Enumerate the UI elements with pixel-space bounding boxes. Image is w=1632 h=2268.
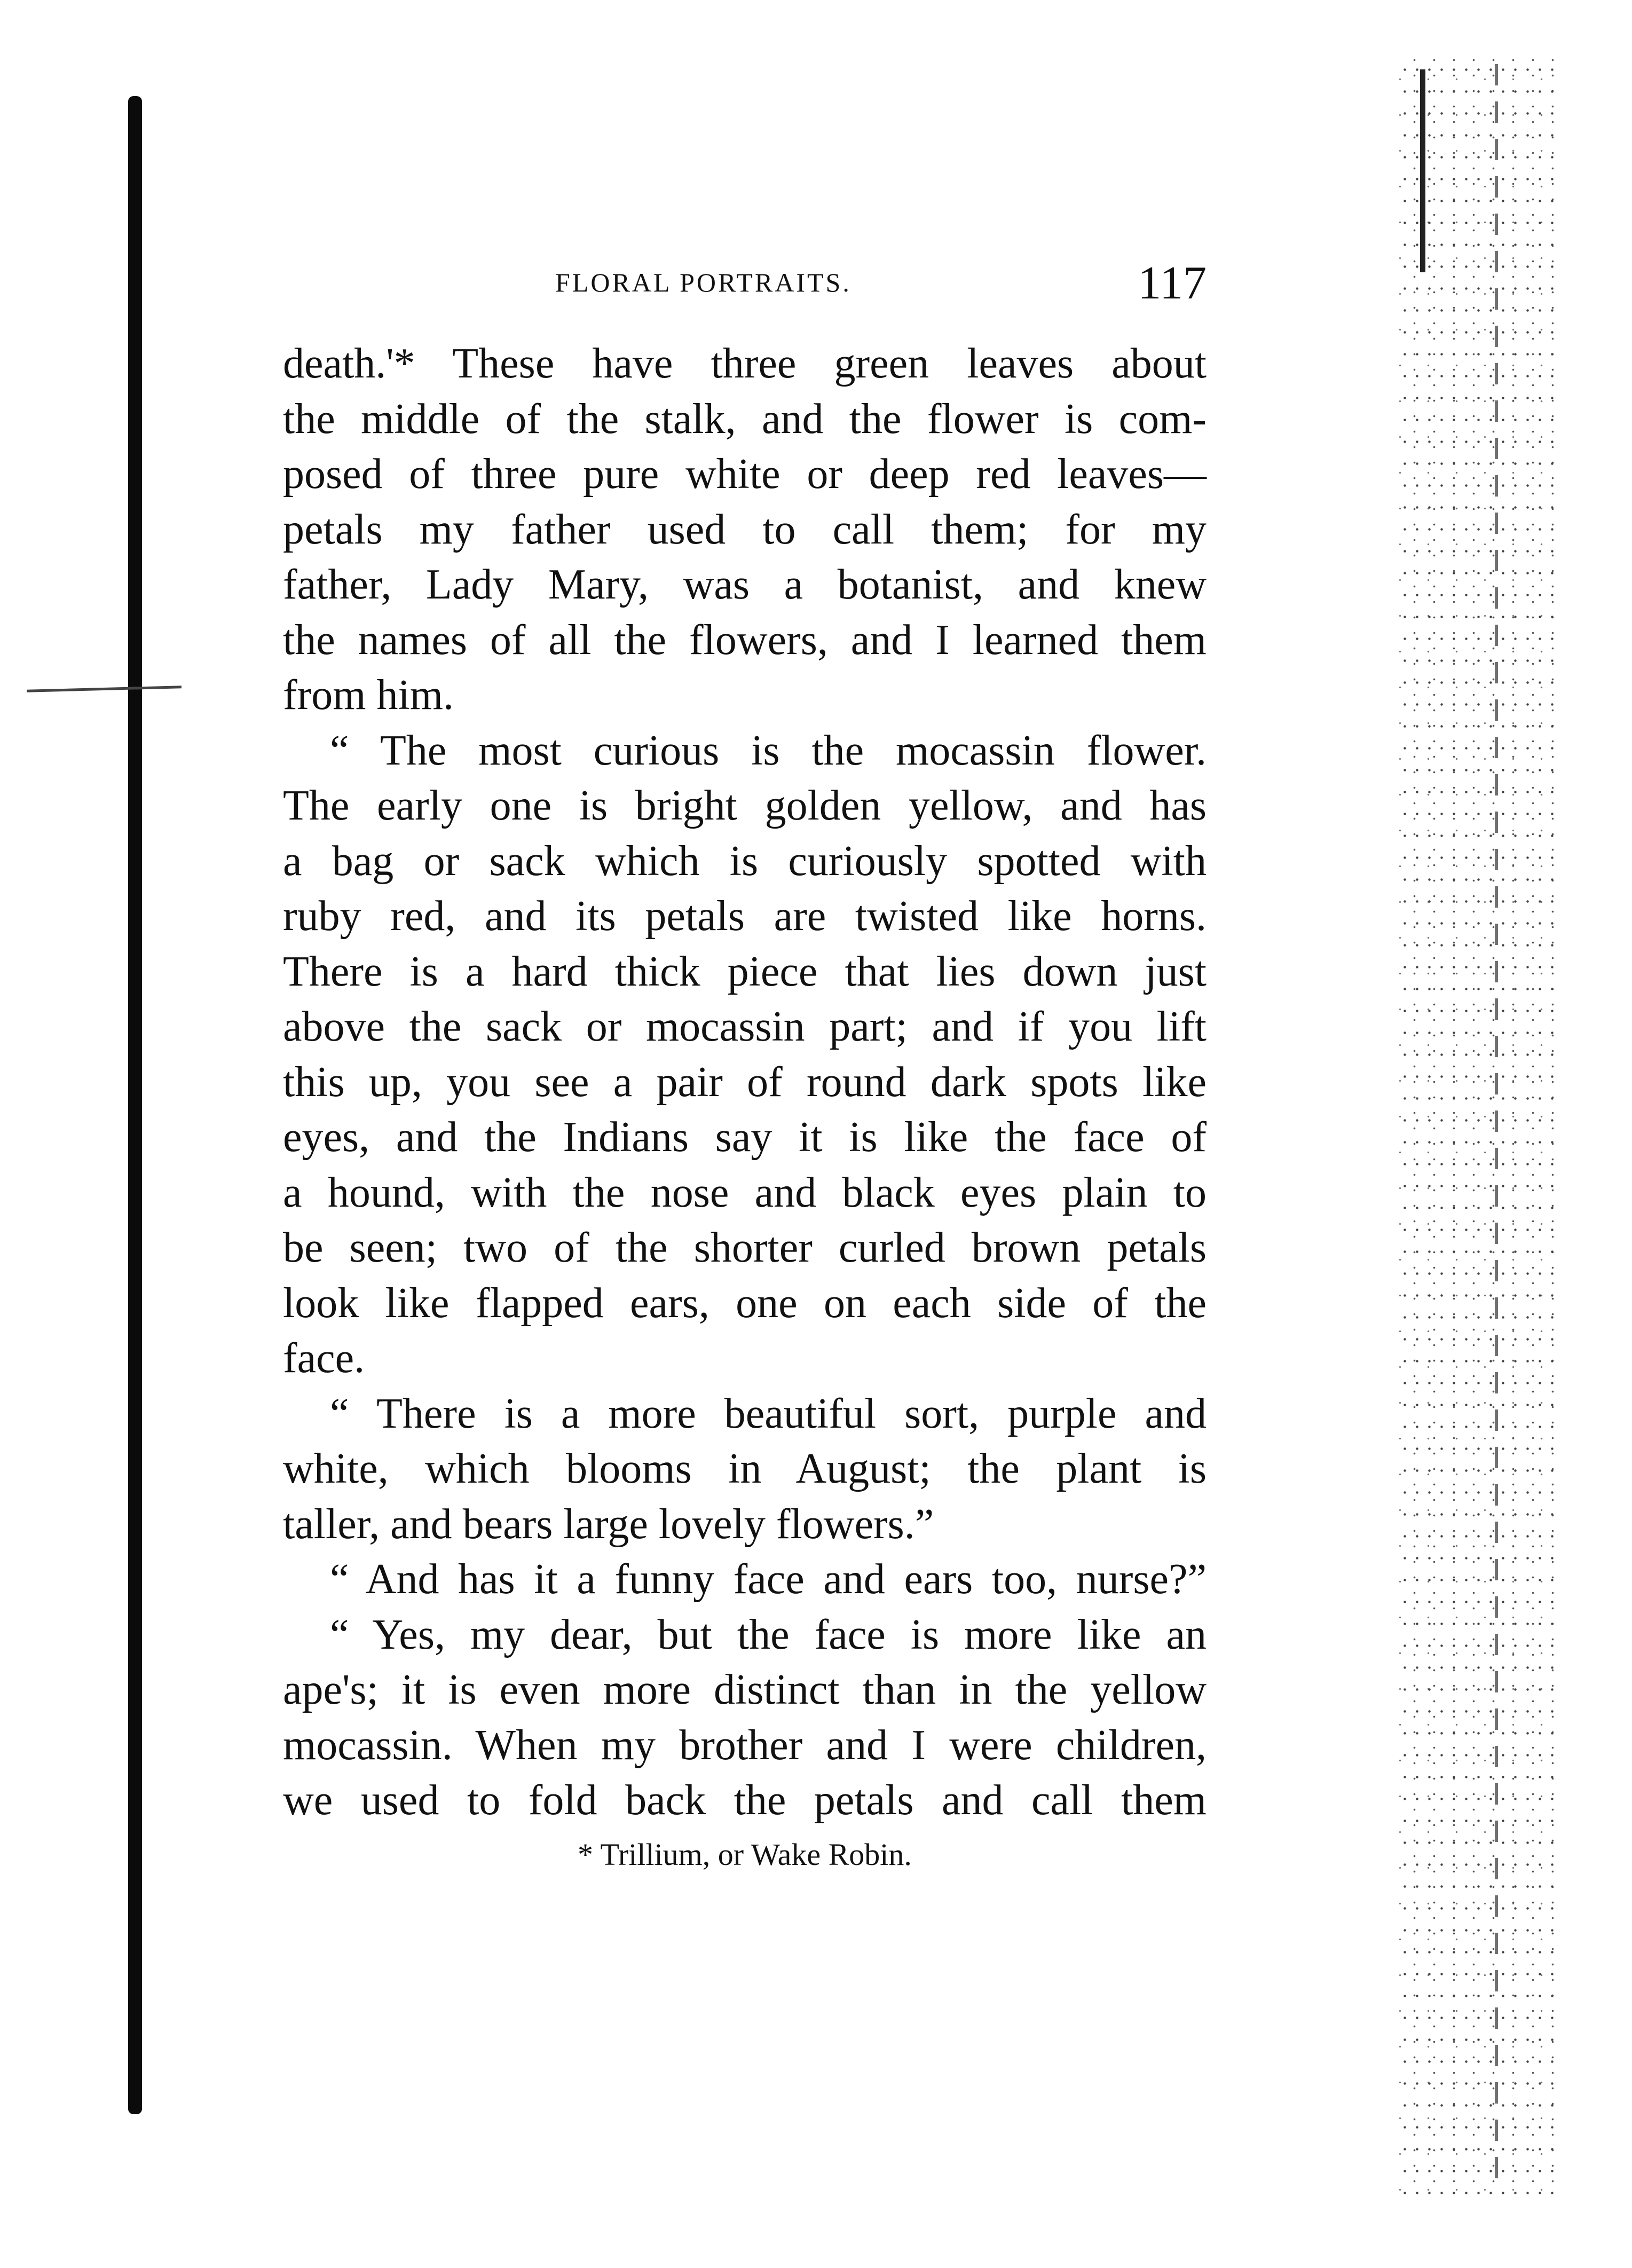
text-line: the names of all the flowers, and I learned them (283, 616, 1207, 664)
text-line: a bag or sack which is curiously spotted with (283, 837, 1207, 885)
text-line: eyes, and the Indians say it is like the face of (283, 1114, 1207, 1161)
text-line: from him. (283, 672, 454, 719)
text-line: “ And has it a funny face and ears too, nurse?” (330, 1556, 1207, 1603)
text-line: death.'* These have three green leaves about (283, 340, 1207, 387)
text-line: father, Lady Mary, was a botanist, and knew (283, 561, 1207, 608)
text-line: taller, and bears large lovely flowers.” (283, 1500, 934, 1548)
binding-mark (27, 686, 182, 692)
footnote: * Trillium, or Wake Robin. (578, 1837, 912, 1872)
text-line: “ There is a more beautiful sort, purple and (330, 1390, 1207, 1437)
facing-page-edge (1399, 59, 1559, 2194)
text-line: look like flapped ears, one on each side of the (283, 1279, 1207, 1327)
text-line: There is a hard thick piece that lies down just (283, 948, 1207, 995)
text-line: the middle of the stalk, and the flower is com- (283, 395, 1207, 443)
text-line: above the sack or mocassin part; and if you lift (283, 1003, 1207, 1050)
page-header (283, 256, 1207, 320)
text-line: a hound, with the nose and black eyes plain to (283, 1169, 1207, 1216)
body-text (283, 336, 1207, 1872)
text-line: be seen; two of the shorter curled brown petals (283, 1224, 1207, 1271)
text-line: petals my father used to call them; for my (283, 506, 1207, 553)
binding-shadow (128, 96, 142, 2114)
text-line: this up, you see a pair of round dark spots like (283, 1058, 1207, 1106)
text-line: white, which blooms in August; the plant is (283, 1445, 1207, 1492)
running-head: FLORAL PORTRAITS. (555, 267, 852, 297)
facing-page-edge-rule (1495, 64, 1498, 2178)
facing-page-edge-line (1420, 69, 1425, 272)
text-line: posed of three pure white or deep red leaves— (283, 451, 1207, 498)
text-line: face. (283, 1335, 365, 1382)
text-line: mocassin. When my brother and I were children, (283, 1721, 1207, 1769)
text-line: ape's; it is even more distinct than in the yellow (283, 1666, 1207, 1713)
page-number: 117 (1138, 257, 1207, 309)
text-line: “ The most curious is the mocassin flower. (330, 727, 1207, 774)
text-line: ruby red, and its petals are twisted like horns. (283, 893, 1207, 940)
text-line: “ Yes, my dear, but the face is more like an (330, 1611, 1207, 1658)
text-line: we used to fold back the petals and call them (283, 1777, 1207, 1824)
text-line: The early one is bright golden yellow, and has (283, 782, 1207, 829)
